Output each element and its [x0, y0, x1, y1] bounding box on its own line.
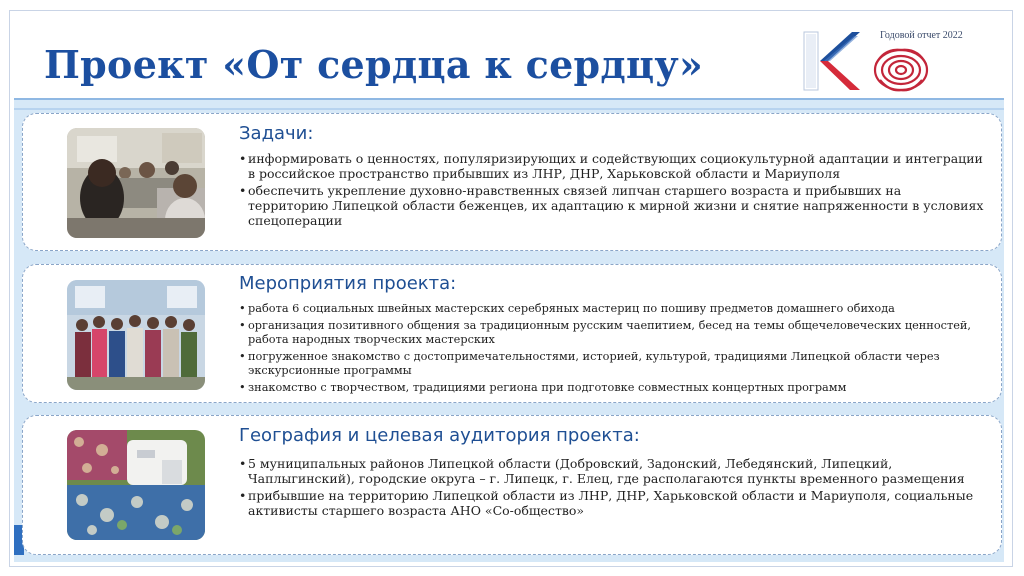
list-item: • работа 6 социальных швейных мастерских серебряных мастериц по пошиву предметов домашнего обихода	[239, 302, 895, 315]
group-photo	[67, 280, 205, 390]
events-list	[239, 302, 985, 397]
tasks-list	[239, 151, 985, 230]
geography-list	[239, 456, 985, 520]
list-item: • организация позитивного общения за традиционным русским чаепитием, бесед на темы общечеловеческих ценностей, работа народных творческих мастерских	[239, 318, 972, 346]
flower-logo	[872, 44, 930, 94]
brand-k-logo	[800, 30, 862, 92]
list-item: • прибывшие на территорию Липецкой области из ЛНР, ДНР, Харьковской области и Мариуполя, социальные активисты старшего возраста АНО «Со-общество»	[239, 488, 974, 518]
list-item: • погруженное знакомство с достопримечательностями, историей, культурой, традициями Липецкой области через экскурсионные программы	[239, 349, 940, 377]
list-item: • информировать о ценностях, популяризирующих и содействующих социокультурной адаптации и интеграции в российское пространство прибывших из ЛНР, ДНР, Харьковской области и Мариуполя	[239, 151, 983, 181]
events-heading: Мероприятия проекта:	[239, 273, 457, 294]
tasks-heading: Задачи:	[239, 123, 314, 144]
report-label: Годовой отчет 2022	[880, 30, 963, 41]
events-panel	[22, 264, 1002, 403]
sewing-photo	[67, 430, 205, 540]
page-title: Проект «От сердца к сердцу»	[44, 42, 704, 87]
tasks-panel	[22, 113, 1002, 251]
list-item: • 5 муниципальных районов Липецкой области (Добровский, Задонский, Лебедянский, Липецкий, Чаплыгинский), городские округа – г. Липецк, г. Елец, где располагаются пункты временного размещения	[239, 456, 965, 486]
meeting-photo	[67, 128, 205, 238]
list-item: • знакомство с творчеством, традициями региона при подготовке совместных концертных программ	[239, 380, 847, 394]
list-item: • обеспечить укрепление духовно-нравственных связей липчан старшего возраста и прибывших на территорию Липецкой области беженцев, их адаптацию к мирной жизни и снятие напряженности в условиях спецоперации	[239, 183, 984, 228]
geography-heading: География и целевая аудитория проекта:	[239, 425, 640, 446]
geography-panel	[22, 415, 1002, 555]
